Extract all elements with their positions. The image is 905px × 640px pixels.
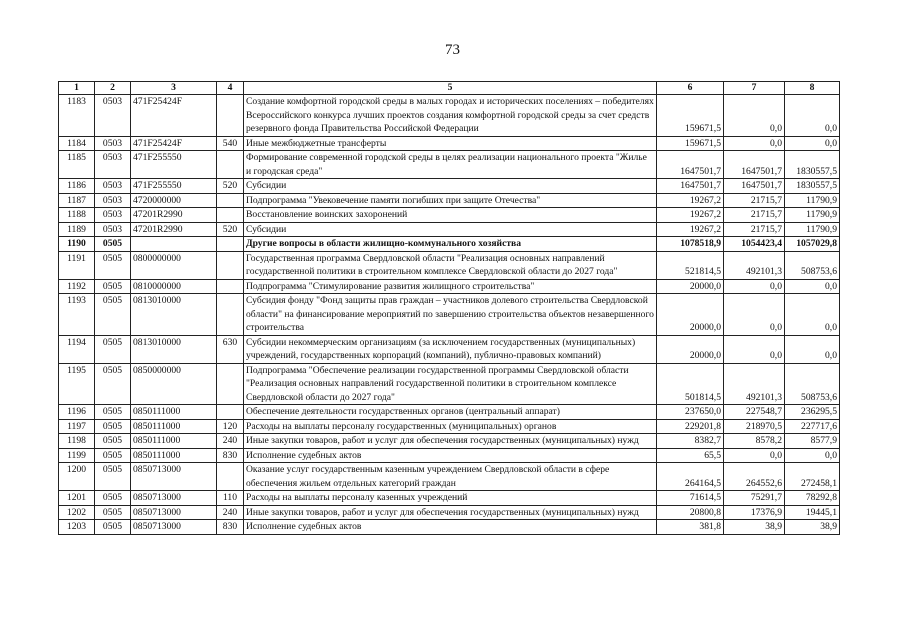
- amount-col7-cell: 38,9: [724, 520, 785, 535]
- expense-type-cell: 240: [217, 505, 244, 520]
- amount-col8-cell: 0,0: [785, 294, 840, 336]
- row-number-cell: 1185: [59, 151, 95, 179]
- amount-col7-cell: 0,0: [724, 136, 785, 151]
- description-cell: Субсидии некоммерческим организациям (за исключением государственных (муниципальных) учреждений, государственных корпораций (компаний), публично-правовых компаний): [244, 335, 657, 363]
- target-article-cell: 471F255550: [131, 151, 217, 179]
- expense-type-cell: [217, 294, 244, 336]
- header-cell: 7: [724, 82, 785, 95]
- target-article-cell: 0850111000: [131, 405, 217, 420]
- description-cell: Расходы на выплаты персоналу государственных (муниципальных) органов: [244, 419, 657, 434]
- amount-col7-cell: 21715,7: [724, 222, 785, 237]
- description-cell: Создание комфортной городской среды в малых городах и исторических поселениях – победителях Всероссийского конкурса лучших проектов создания комфортной городской среды за счет средств резервного фонда Правительства Российской Федерации: [244, 95, 657, 137]
- row-number-cell: 1193: [59, 294, 95, 336]
- row-number-cell: 1192: [59, 279, 95, 294]
- section-code-cell: 0505: [95, 335, 131, 363]
- target-article-cell: 4720000000: [131, 193, 217, 208]
- section-code-cell: 0505: [95, 520, 131, 535]
- section-code-cell: 0505: [95, 363, 131, 405]
- section-code-cell: 0503: [95, 136, 131, 151]
- amount-col7-cell: 227548,7: [724, 405, 785, 420]
- amount-col7-cell: 0,0: [724, 95, 785, 137]
- table-row: [59, 505, 840, 520]
- row-number-cell: 1183: [59, 95, 95, 137]
- target-article-cell: 0813010000: [131, 335, 217, 363]
- target-article-cell: 0813010000: [131, 294, 217, 336]
- table-row: [59, 419, 840, 434]
- header-cell: 8: [785, 82, 840, 95]
- target-article-cell: 0850713000: [131, 505, 217, 520]
- row-number-cell: 1199: [59, 448, 95, 463]
- table-row: [59, 363, 840, 405]
- table-row: [59, 179, 840, 194]
- section-code-cell: 0503: [95, 208, 131, 223]
- description-cell: Иные межбюджетные трансферты: [244, 136, 657, 151]
- description-cell: Иные закупки товаров, работ и услуг для обеспечения государственных (муниципальных) нужд: [244, 434, 657, 449]
- amount-col8-cell: 19445,1: [785, 505, 840, 520]
- expense-type-cell: [217, 405, 244, 420]
- table-row: [59, 491, 840, 506]
- row-number-cell: 1189: [59, 222, 95, 237]
- section-code-cell: 0505: [95, 505, 131, 520]
- row-number-cell: 1188: [59, 208, 95, 223]
- amount-col7-cell: 8578,2: [724, 434, 785, 449]
- amount-col6-cell: 159671,5: [657, 95, 724, 137]
- amount-col7-cell: 492101,3: [724, 251, 785, 279]
- amount-col7-cell: 0,0: [724, 279, 785, 294]
- table-row: [59, 237, 840, 252]
- amount-col8-cell: 0,0: [785, 136, 840, 151]
- amount-col6-cell: 19267,2: [657, 208, 724, 223]
- target-article-cell: 471F25424F: [131, 136, 217, 151]
- row-number-cell: 1198: [59, 434, 95, 449]
- amount-col6-cell: 1647501,7: [657, 151, 724, 179]
- amount-col8-cell: 0,0: [785, 448, 840, 463]
- amount-col6-cell: 20800,8: [657, 505, 724, 520]
- table-row: [59, 193, 840, 208]
- target-article-cell: 471F25424F: [131, 95, 217, 137]
- section-code-cell: 0503: [95, 193, 131, 208]
- section-code-cell: 0505: [95, 463, 131, 491]
- description-cell: Подпрограмма "Обеспечение реализации государственной программы Свердловской области "Реализация основных направлений государственной политики в строительном комплексе Свердловской области до 2027 года": [244, 363, 657, 405]
- section-code-cell: 0505: [95, 448, 131, 463]
- amount-col6-cell: 20000,0: [657, 294, 724, 336]
- expense-type-cell: 520: [217, 179, 244, 194]
- section-code-cell: 0505: [95, 279, 131, 294]
- target-article-cell: 0850111000: [131, 448, 217, 463]
- header-cell: 2: [95, 82, 131, 95]
- amount-col8-cell: 0,0: [785, 335, 840, 363]
- amount-col6-cell: 19267,2: [657, 222, 724, 237]
- row-number-cell: 1184: [59, 136, 95, 151]
- target-article-cell: 0850111000: [131, 419, 217, 434]
- description-cell: Субсидии: [244, 179, 657, 194]
- description-cell: Субсидия фонду "Фонд защиты прав граждан – участников долевого строительства Свердловской области" на финансирование мероприятий по завершению строительства объектов незавершенного строительства: [244, 294, 657, 336]
- amount-col6-cell: 20000,0: [657, 279, 724, 294]
- page-number: 73: [445, 42, 460, 58]
- expense-type-cell: 520: [217, 222, 244, 237]
- table-row: [59, 251, 840, 279]
- target-article-cell: 0850713000: [131, 463, 217, 491]
- table-row: [59, 405, 840, 420]
- amount-col7-cell: 0,0: [724, 294, 785, 336]
- section-code-cell: 0505: [95, 419, 131, 434]
- amount-col8-cell: 11790,9: [785, 222, 840, 237]
- row-number-cell: 1191: [59, 251, 95, 279]
- section-code-cell: 0503: [95, 95, 131, 137]
- row-number-cell: 1203: [59, 520, 95, 535]
- section-code-cell: 0505: [95, 251, 131, 279]
- table-row: [59, 448, 840, 463]
- amount-col8-cell: 11790,9: [785, 208, 840, 223]
- amount-col7-cell: 17376,9: [724, 505, 785, 520]
- header-cell: 3: [131, 82, 217, 95]
- section-code-cell: 0503: [95, 222, 131, 237]
- amount-col7-cell: 75291,7: [724, 491, 785, 506]
- table-row: [59, 222, 840, 237]
- description-cell: Субсидии: [244, 222, 657, 237]
- target-article-cell: 0850111000: [131, 434, 217, 449]
- section-code-cell: 0505: [95, 237, 131, 252]
- section-code-cell: 0505: [95, 294, 131, 336]
- header-row: [59, 82, 840, 95]
- target-article-cell: 471F255550: [131, 179, 217, 194]
- target-article-cell: 47201R2990: [131, 222, 217, 237]
- row-number-cell: 1197: [59, 419, 95, 434]
- expense-type-cell: 110: [217, 491, 244, 506]
- amount-col6-cell: 159671,5: [657, 136, 724, 151]
- table-row: [59, 434, 840, 449]
- expense-type-cell: [217, 95, 244, 137]
- row-number-cell: 1187: [59, 193, 95, 208]
- table-row: [59, 335, 840, 363]
- amount-col8-cell: 508753,6: [785, 363, 840, 405]
- amount-col6-cell: 264164,5: [657, 463, 724, 491]
- section-code-cell: 0505: [95, 434, 131, 449]
- amount-col6-cell: 65,5: [657, 448, 724, 463]
- amount-col7-cell: 264552,6: [724, 463, 785, 491]
- target-article-cell: 47201R2990: [131, 208, 217, 223]
- row-number-cell: 1186: [59, 179, 95, 194]
- table-row: [59, 294, 840, 336]
- amount-col6-cell: 20000,0: [657, 335, 724, 363]
- table-row: [59, 136, 840, 151]
- table-row: [59, 279, 840, 294]
- amount-col8-cell: 227717,6: [785, 419, 840, 434]
- row-number-cell: 1194: [59, 335, 95, 363]
- amount-col7-cell: 492101,3: [724, 363, 785, 405]
- expense-type-cell: [217, 251, 244, 279]
- expense-type-cell: 830: [217, 448, 244, 463]
- expense-type-cell: [217, 151, 244, 179]
- expense-type-cell: [217, 363, 244, 405]
- section-code-cell: 0503: [95, 179, 131, 194]
- expense-type-cell: 120: [217, 419, 244, 434]
- amount-col8-cell: 1830557,5: [785, 151, 840, 179]
- target-article-cell: 0850713000: [131, 520, 217, 535]
- expense-type-cell: [217, 208, 244, 223]
- amount-col8-cell: 1830557,5: [785, 179, 840, 194]
- row-number-cell: 1195: [59, 363, 95, 405]
- amount-col8-cell: 1057029,8: [785, 237, 840, 252]
- amount-col6-cell: 19267,2: [657, 193, 724, 208]
- target-article-cell: 0810000000: [131, 279, 217, 294]
- expense-type-cell: 630: [217, 335, 244, 363]
- row-number-cell: 1200: [59, 463, 95, 491]
- amount-col7-cell: 1647501,7: [724, 179, 785, 194]
- description-cell: Оказание услуг государственным казенным учреждением Свердловской области в сфере обеспечения жильем отдельных категорий граждан: [244, 463, 657, 491]
- amount-col8-cell: 508753,6: [785, 251, 840, 279]
- amount-col8-cell: 78292,8: [785, 491, 840, 506]
- amount-col8-cell: 38,9: [785, 520, 840, 535]
- section-code-cell: 0505: [95, 405, 131, 420]
- description-cell: Иные закупки товаров, работ и услуг для обеспечения государственных (муниципальных) нужд: [244, 505, 657, 520]
- header-cell: 6: [657, 82, 724, 95]
- header-cell: 1: [59, 82, 95, 95]
- amount-col8-cell: 0,0: [785, 279, 840, 294]
- amount-col8-cell: 0,0: [785, 95, 840, 137]
- amount-col7-cell: 21715,7: [724, 193, 785, 208]
- expense-type-cell: [217, 279, 244, 294]
- header-cell: 4: [217, 82, 244, 95]
- expense-type-cell: [217, 193, 244, 208]
- amount-col6-cell: 1078518,9: [657, 237, 724, 252]
- description-cell: Исполнение судебных актов: [244, 520, 657, 535]
- amount-col7-cell: 1647501,7: [724, 151, 785, 179]
- description-cell: Расходы на выплаты персоналу казенных учреждений: [244, 491, 657, 506]
- amount-col8-cell: 8577,9: [785, 434, 840, 449]
- amount-col7-cell: 218970,5: [724, 419, 785, 434]
- description-cell: Обеспечение деятельности государственных органов (центральный аппарат): [244, 405, 657, 420]
- amount-col8-cell: 236295,5: [785, 405, 840, 420]
- description-cell: Подпрограмма "Увековечение памяти погибших при защите Отечества": [244, 193, 657, 208]
- description-cell: Подпрограмма "Стимулирование развития жилищного строительства": [244, 279, 657, 294]
- amount-col6-cell: 521814,5: [657, 251, 724, 279]
- amount-col6-cell: 381,8: [657, 520, 724, 535]
- description-cell: Формирование современной городской среды в целях реализации национального проекта "Жилье и городская среда": [244, 151, 657, 179]
- amount-col6-cell: 501814,5: [657, 363, 724, 405]
- section-code-cell: 0505: [95, 491, 131, 506]
- table-row: [59, 95, 840, 137]
- description-cell: Государственная программа Свердловской области "Реализация основных направлений государственной политики в строительном комплексе Свердловской области до 2027 года": [244, 251, 657, 279]
- amount-col6-cell: 1647501,7: [657, 179, 724, 194]
- expense-type-cell: 240: [217, 434, 244, 449]
- amount-col7-cell: 21715,7: [724, 208, 785, 223]
- table-row: [59, 151, 840, 179]
- target-article-cell: [131, 237, 217, 252]
- header-cell: 5: [244, 82, 657, 95]
- amount-col6-cell: 71614,5: [657, 491, 724, 506]
- row-number-cell: 1190: [59, 237, 95, 252]
- amount-col7-cell: 1054423,4: [724, 237, 785, 252]
- table-row: [59, 520, 840, 535]
- description-cell: Восстановление воинских захоронений: [244, 208, 657, 223]
- section-code-cell: 0503: [95, 151, 131, 179]
- row-number-cell: 1196: [59, 405, 95, 420]
- target-article-cell: 0850000000: [131, 363, 217, 405]
- table-row: [59, 463, 840, 491]
- row-number-cell: 1201: [59, 491, 95, 506]
- amount-col8-cell: 11790,9: [785, 193, 840, 208]
- amount-col7-cell: 0,0: [724, 335, 785, 363]
- amount-col6-cell: 8382,7: [657, 434, 724, 449]
- expense-type-cell: [217, 463, 244, 491]
- amount-col7-cell: 0,0: [724, 448, 785, 463]
- expense-type-cell: [217, 237, 244, 252]
- description-cell: Другие вопросы в области жилищно-коммунального хозяйства: [244, 237, 657, 252]
- amount-col6-cell: 237650,0: [657, 405, 724, 420]
- expense-type-cell: 830: [217, 520, 244, 535]
- amount-col6-cell: 229201,8: [657, 419, 724, 434]
- amount-col8-cell: 272458,1: [785, 463, 840, 491]
- expense-type-cell: 540: [217, 136, 244, 151]
- row-number-cell: 1202: [59, 505, 95, 520]
- table-row: [59, 208, 840, 223]
- target-article-cell: 0850713000: [131, 491, 217, 506]
- description-cell: Исполнение судебных актов: [244, 448, 657, 463]
- table-body: [59, 95, 840, 535]
- budget-table: [58, 81, 840, 535]
- target-article-cell: 0800000000: [131, 251, 217, 279]
